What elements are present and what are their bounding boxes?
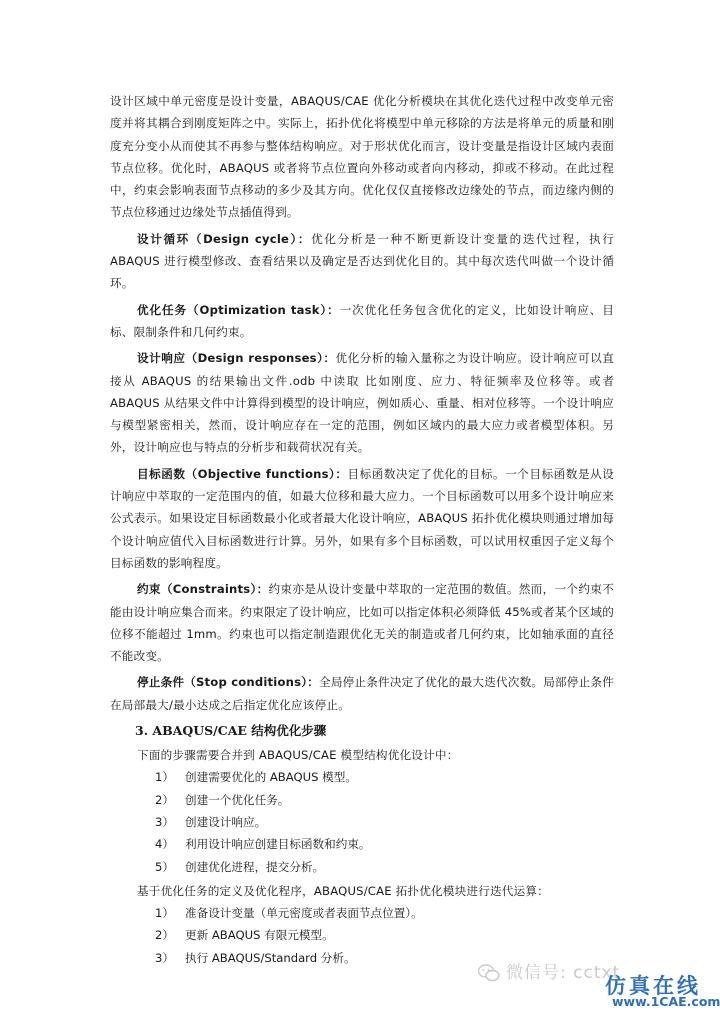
list-item bbox=[110, 789, 614, 811]
paragraph-objective-functions bbox=[110, 463, 614, 574]
paragraph-optimization-task bbox=[110, 299, 614, 344]
list-item bbox=[110, 766, 614, 788]
iteration-intro: 基于优化任务的定义及优化程序，ABAQUS/CAE 拓扑优化模块进行迭代运算： bbox=[137, 883, 549, 898]
list-item bbox=[110, 811, 614, 833]
list-item bbox=[110, 833, 614, 855]
definition-optimization-task: 一次优化任务包含优化的定义，比如设计响应、目标、限制条件和几何约束。 bbox=[110, 302, 615, 339]
wechat-icon bbox=[478, 964, 500, 982]
list-item-text: 准备设计变量（单元密度或者表面节点位置）。 bbox=[185, 906, 423, 921]
list-item-number: 3） bbox=[155, 950, 174, 965]
list-item-text: 利用设计响应创建目标函数和约束。 bbox=[185, 837, 371, 852]
list-item-text: 创建需要优化的 ABAQUS 模型。 bbox=[185, 770, 357, 785]
term-constraints: 约束（Constraints）： bbox=[137, 582, 269, 597]
section-heading: 3. ABAQUS/CAE 结构优化步骤 bbox=[135, 723, 327, 739]
list-item-number: 5） bbox=[155, 859, 174, 874]
wechat-watermark bbox=[478, 958, 620, 983]
document-body bbox=[110, 90, 614, 971]
list-item-text: 执行 ABAQUS/Standard 分析。 bbox=[185, 950, 356, 965]
list-item bbox=[110, 924, 614, 946]
paragraph-stop-conditions bbox=[110, 671, 614, 716]
brand-url: www.1CAE.com bbox=[612, 994, 720, 1009]
term-optimization-task: 优化任务（Optimization task）： bbox=[137, 302, 340, 317]
paragraph-design-variables: 设计区域中单元密度是设计变量，ABAQUS/CAE 优化分析模块在其优化迭代过程中改变单元密度并将其耦合到刚度矩阵之中。实际上，拓扑优化将模型中单元移除的方法是将单元的质量和刚度充分变小从而使其不再参与整体结构响应。对于形状优化而言，设计变量是指设计区域内表面节点位移。优化时，ABAQUS 或者将节点位置向外移动或者向内移动，抑或不移动。在此过程中，约束会影响表面节点移动的多少及其方向。优化仅仅直接修改边缘处的节点，而边缘内侧的节点位移通过边缘处节点插值得到。 bbox=[110, 94, 614, 220]
term-objective-functions: 目标函数（Objective functions）： bbox=[137, 466, 348, 481]
list-item-text: 创建优化进程，提交分析。 bbox=[185, 859, 325, 874]
term-design-responses: 设计响应（Design responses）： bbox=[137, 351, 336, 366]
definition-objective-functions: 目标函数决定了优化的目标。一个目标函数是从设计响应中萃取的一定范围内的值，如最大位移和最大应力。一个目标函数可以用多个设计响应来公式表示。如果设定目标函数最小化或者最大化设计响应，ABAQUS 拓扑优化模块则通过增加每个设计响应值代入目标函数进行计算。另外，如果有多个目标函数，可以试用权重因子定义每个目标函数的影响程度。 bbox=[110, 466, 614, 570]
list-item-number: 2） bbox=[155, 792, 174, 807]
list-item-number: 1） bbox=[155, 906, 174, 921]
list-item-number: 1） bbox=[155, 770, 174, 785]
list-item bbox=[110, 856, 614, 878]
list-item-text: 创建一个优化任务。 bbox=[185, 792, 290, 807]
list-item-text: 创建设计响应。 bbox=[185, 814, 267, 829]
brand-logo-text: 仿真在线 bbox=[605, 973, 701, 998]
list-item-number: 2） bbox=[155, 928, 174, 943]
list-item-number: 4） bbox=[155, 837, 174, 852]
wechat-id-text: 微信号: cctxt bbox=[506, 963, 621, 983]
definition-design-cycle: 优化分析是一种不断更新设计变量的迭代过程，执行 ABAQUS 进行模型修改、查看结果以及确定是否达到优化目的。其中每次迭代叫做一个设计循环。 bbox=[110, 231, 614, 291]
paragraph-design-responses bbox=[110, 347, 614, 458]
steps-intro: 下面的步骤需要合并到 ABAQUS/CAE 模型结构优化设计中： bbox=[137, 748, 459, 763]
term-stop-conditions: 停止条件（Stop conditions）： bbox=[137, 675, 320, 690]
list-item bbox=[110, 902, 614, 924]
paragraph-design-cycle bbox=[110, 228, 614, 295]
paragraph-constraints bbox=[110, 578, 614, 667]
term-design-cycle: 设计循环（Design cycle）： bbox=[137, 231, 312, 246]
definition-stop-conditions: 全局停止条件决定了优化的最大迭代次数。局部停止条件在局部最大/最小达成之后指定优化应该停止。 bbox=[110, 675, 614, 712]
workflow-steps-list bbox=[110, 766, 614, 877]
list-item-text: 更新 ABAQUS 有限元模型。 bbox=[185, 928, 334, 943]
definition-constraints: 约束亦是从设计变量中萃取的一定范围的数值。然而，一个约束不能由设计响应集合而来。约束限定了设计响应，比如可以指定体积必须降低 45%或者某个区域的位移不能超过 1mm。约束也可以指定制造跟优化无关的制造或者几何约束，比如轴承面的直径不能改变。 bbox=[110, 582, 614, 664]
definition-design-responses: 优化分析的输入量称之为设计响应。设计响应可以直接从 ABAQUS 的结果输出文件.odb 中读取 比如刚度、应力、特征频率及位移等。或者 ABAQUS 从结果文件中计算得到模型的设计响应，例如质心、重量、相对位移等。一个设计响应与模型紧密相关，然而，设计响应存在一定的范围，例如区域内的最大应力或者模型体积。另外，设计响应也与特点的分析步和载荷状况有关。 bbox=[110, 351, 614, 455]
list-item-number: 3） bbox=[155, 814, 174, 829]
